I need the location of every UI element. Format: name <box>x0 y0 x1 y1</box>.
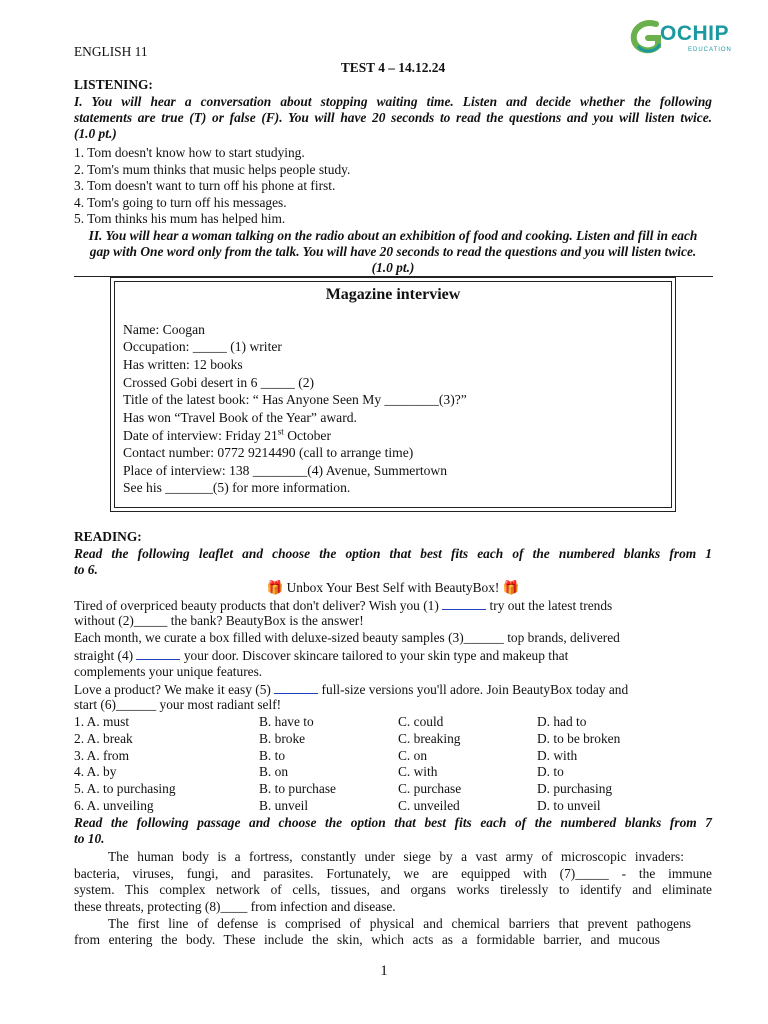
option-q3-c[interactable]: C. on <box>398 747 428 763</box>
interview-line: Occupation: _____ (1) writer <box>123 339 282 354</box>
statement: 5. Tom thinks his mum has helped him. <box>74 211 286 226</box>
leaflet-line: Each month, we curate a box filled with deluxe-sized beauty samples (3)______ top brands, delivered <box>74 630 620 645</box>
option-q2-d[interactable]: D. to be broken <box>537 730 621 746</box>
logo-subtext: EDUCATION <box>688 47 732 53</box>
option-q6-c[interactable]: C. unveiled <box>398 798 460 813</box>
passage-line: The first line of defense is comprised of physical and chemical barriers that prevent pathogens <box>108 916 691 931</box>
part2-instruction-line: gap with One word only from the talk. You will have 20 seconds to read the questions and you will listen twice. <box>89 244 697 259</box>
interview-line: Has written: 12 books <box>123 357 243 372</box>
blank-1[interactable] <box>442 597 486 610</box>
option-q2-b[interactable]: B. broke <box>259 730 306 746</box>
leaflet-line: start (6)______ your most radiant self! <box>74 697 282 712</box>
interview-date-line <box>123 428 331 444</box>
interview-line: Title of the latest book: “ Has Anyone Seen My ________(3)?” <box>123 392 467 407</box>
interview-line: Name: Coogan <box>123 322 205 337</box>
option-q5-c[interactable]: C. purchase <box>398 781 462 797</box>
test-title: TEST 4 – 14.12.24 <box>340 60 446 75</box>
passage-line: bacteria, viruses, fungi, and parasites. Fortunately, we are equipped with (7)_____ - the immune <box>74 866 712 881</box>
leaflet-line: Tired of overpriced beauty products that don't deliver? Wish you (1) try out the latest trends <box>74 598 613 613</box>
passage-instruction-line: Read the following passage and choose the option that best fits each of the numbered blanks from 7 <box>74 815 712 830</box>
interview-line: See his _______(5) for more information. <box>123 480 351 495</box>
reading-heading: READING: <box>74 529 142 544</box>
interview-line: Has won “Travel Book of the Year” award. <box>123 410 357 425</box>
leaflet-title: 🎁 Unbox Your Best Self with BeautyBox! 🎁 <box>266 580 520 595</box>
statement: 1. Tom doesn't know how to start studying. <box>74 145 305 160</box>
passage-line: these threats, protecting (8)____ from infection and disease. <box>74 899 396 914</box>
logo-text: OCHIP <box>660 22 730 45</box>
part2-instruction-line: (1.0 pt.) <box>371 260 415 275</box>
option-q1-a[interactable]: 1. A. must <box>74 714 130 729</box>
passage-line: The human body is a fortress, constantly under siege by a vast army of microscopic invaders: <box>108 849 684 864</box>
part1-instruction-line: statements are true (T) or false (F). You will have 20 seconds to read the questions and you will listen twice. <box>74 110 712 125</box>
option-q3-d[interactable]: D. with <box>537 747 578 763</box>
date-suffix: October <box>283 428 331 443</box>
option-q4-a[interactable]: 4. A. by <box>74 764 117 780</box>
option-q4-b[interactable]: B. on <box>259 764 289 780</box>
passage-line: from entering the body. These include the skin, which acts as a formidable barrier, and mucous <box>74 932 660 947</box>
option-q6-d[interactable]: D. to unveil <box>537 798 601 813</box>
interview-line: Place of interview: 138 ________(4) Avenue, Summertown <box>123 463 448 478</box>
option-q6-a[interactable]: 6. A. unveiling <box>74 798 154 813</box>
interview-line: Contact number: 0772 9214490 (call to arrange time) <box>123 445 414 460</box>
leaflet-line: Love a product? We make it easy (5) full-size versions you'll adore. Join BeautyBox today and <box>74 682 629 697</box>
part1-instruction-line: (1.0 pt.) <box>74 126 117 141</box>
option-q5-a[interactable]: 5. A. to purchasing <box>74 781 176 797</box>
leaflet-line: straight (4) your door. Discover skincare tailored to your skin type and makeup that <box>74 648 569 663</box>
option-q2-c[interactable]: C. breaking <box>398 730 461 746</box>
page-number: 1 <box>380 963 388 979</box>
listening-heading: LISTENING: <box>74 77 153 92</box>
interview-title: Magazine interview <box>325 286 461 303</box>
leaflet-line: complements your unique features. <box>74 664 263 679</box>
statement: 3. Tom doesn't want to turn off his phone at first. <box>74 178 336 193</box>
gochip-logo <box>630 18 734 58</box>
blank-4[interactable] <box>136 647 180 660</box>
course-label: ENGLISH 11 <box>74 44 148 59</box>
option-q5-d[interactable]: D. purchasing <box>537 781 613 797</box>
date-sup: st <box>277 426 284 437</box>
statement: 2. Tom's mum thinks that music helps people study. <box>74 162 351 177</box>
option-q1-c[interactable]: C. could <box>398 714 444 729</box>
interview-line: Crossed Gobi desert in 6 _____ (2) <box>123 375 315 390</box>
option-q4-d[interactable]: D. to <box>537 764 564 780</box>
part1-instruction-line: I. You will hear a conversation about stopping waiting time. Listen and decide whether the following <box>74 94 712 109</box>
passage-instruction-line: to 10. <box>74 831 105 846</box>
passage-line: system. This complex network of cells, tissues, and organs works tirelessly to identify and eliminate <box>74 882 712 897</box>
statement: 4. Tom's going to turn off his messages. <box>74 195 287 210</box>
interview-box <box>110 277 676 512</box>
option-q6-b[interactable]: B. unveil <box>259 798 309 813</box>
leaflet-instruction-line: to 6. <box>74 562 98 577</box>
option-q3-b[interactable]: B. to <box>259 747 286 763</box>
option-q5-b[interactable]: B. to purchase <box>259 781 336 797</box>
option-q3-a[interactable]: 3. A. from <box>74 747 130 763</box>
option-q1-d[interactable]: D. had to <box>537 714 587 729</box>
date-prefix: Date of interview: Friday 21 <box>123 428 278 443</box>
blank-5[interactable] <box>274 681 318 694</box>
option-q4-c[interactable]: C. with <box>398 764 438 780</box>
part2-instruction-line: II. You will hear a woman talking on the radio about an exhibition of food and cooking. Listen and fill in each <box>88 228 698 243</box>
option-q1-b[interactable]: B. have to <box>259 714 314 729</box>
leaflet-instruction-line: Read the following leaflet and choose the option that best fits each of the numbered blanks from 1 <box>74 546 712 561</box>
leaflet-line: without (2)_____ the bank? BeautyBox is the answer! <box>74 613 364 628</box>
option-q2-a[interactable]: 2. A. break <box>74 730 133 746</box>
